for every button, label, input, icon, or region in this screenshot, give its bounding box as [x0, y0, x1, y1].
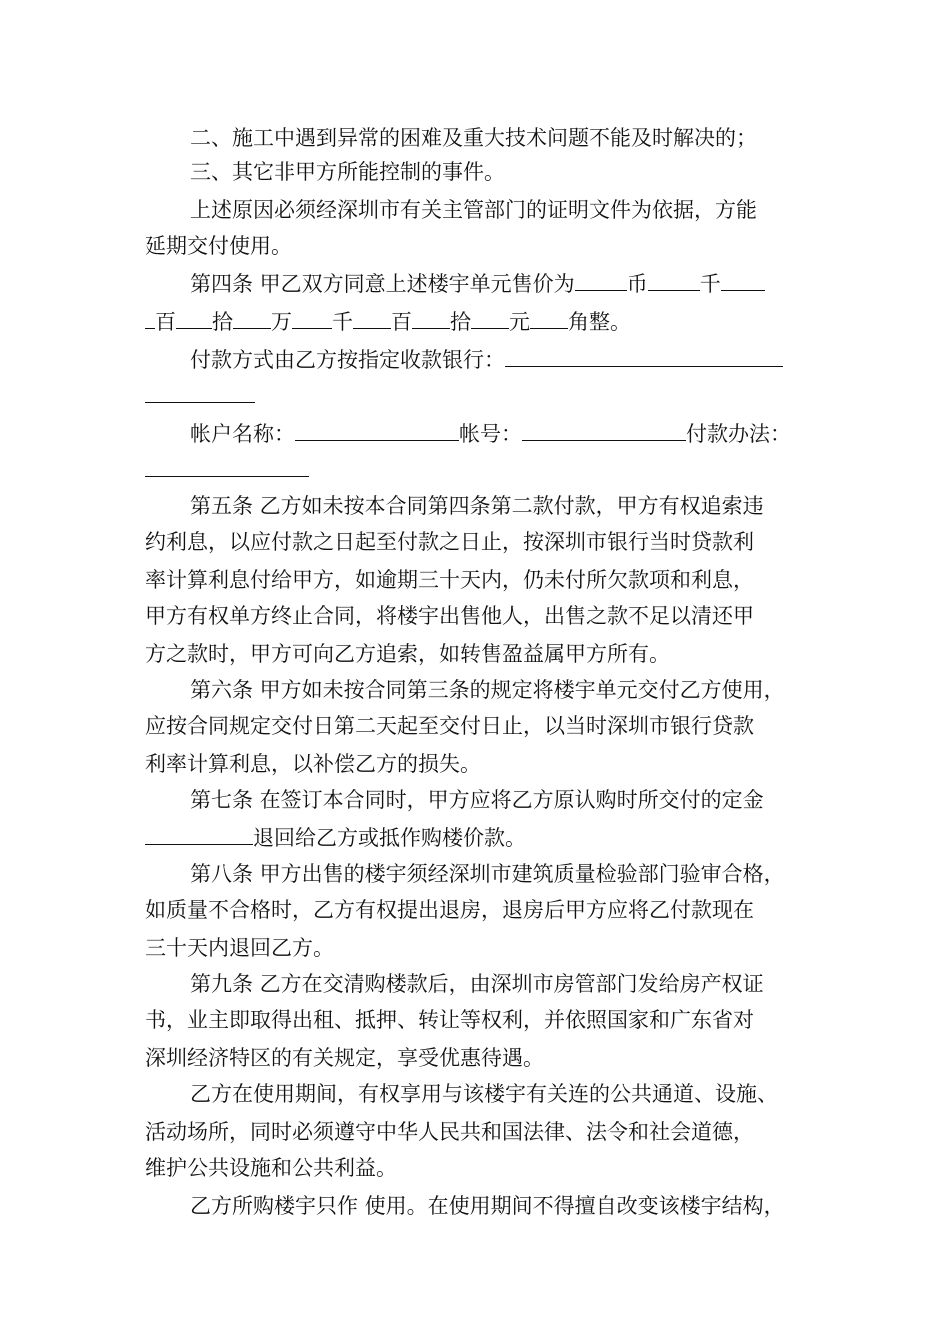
paragraph-line: 深圳经济特区的有关规定，享受优惠待遇。 — [145, 1046, 544, 1070]
paragraph-line: 维护公共设施和公共利益。 — [145, 1156, 397, 1180]
blank-field — [233, 306, 271, 329]
paragraph-line: 三、其它非甲方所能控制的事件。 — [190, 160, 505, 184]
price-clause-line — [190, 268, 765, 298]
paragraph-line: 率计算利息付给甲方，如逾期三十天内，仍未付所欠款项和利息， — [145, 568, 754, 592]
unit-label: 元 — [509, 310, 530, 334]
paragraph-line: 延期交付使用。 — [145, 234, 292, 258]
paragraph-line: 如质量不合格时，乙方有权提出退房，退房后甲方应将乙付款现在 — [145, 898, 754, 922]
blank-field — [292, 306, 332, 329]
paragraph-line: 第七条 在签订本合同时，甲方应将乙方原认购时所交付的定金 — [190, 788, 764, 812]
paragraph-line: 第六条 甲方如未按合同第三条的规定将楼宇单元交付乙方使用， — [190, 678, 785, 702]
bank-blank-line — [145, 380, 255, 410]
account-line — [190, 418, 791, 448]
blank-field — [530, 306, 568, 329]
clause-text: 付款方式由乙方按指定收款银行： — [190, 348, 505, 372]
price-units-line — [145, 306, 631, 336]
paragraph-line: 甲方有权单方终止合同，将楼宇出售他人，出售之款不足以清还甲 — [145, 604, 754, 628]
unit-label: 拾 — [212, 310, 233, 334]
blank-field — [505, 344, 783, 367]
paragraph-line: 书，业主即取得出租、抵押、转让等权利，并依照国家和广东省对 — [145, 1008, 754, 1032]
field-label: 付款办法： — [686, 422, 791, 446]
bank-clause-line — [190, 344, 783, 374]
clause-text: 第四条 甲乙双方同意上述楼宇单元售价为 — [190, 272, 575, 296]
paragraph-line: 上述原因必须经深圳市有关主管部门的证明文件为依据，方能 — [190, 198, 757, 222]
blank-field — [176, 306, 212, 329]
paragraph-line: 三十天内退回乙方。 — [145, 936, 334, 960]
field-label: 帐号： — [459, 422, 522, 446]
blank-field — [145, 454, 309, 477]
paragraph-line: 活动场所，同时必须遵守中华人民共和国法律、法令和社会道德， — [145, 1120, 754, 1144]
paragraph-line: 第五条 乙方如未按本合同第四条第二款付款，甲方有权追索违 — [190, 494, 764, 518]
blank-field — [522, 418, 686, 441]
deposit-line — [145, 822, 526, 852]
unit-label: 百 — [391, 310, 412, 334]
blank-field — [145, 822, 253, 845]
blank-field — [353, 306, 391, 329]
unit-label: 角整。 — [568, 310, 631, 334]
paragraph-line: 方之款时，甲方可向乙方追索，如转售盈益属甲方所有。 — [145, 642, 670, 666]
paragraph-line: 乙方在使用期间，有权享用与该楼宇有关连的公共通道、设施、 — [190, 1082, 778, 1106]
unit-label: 千 — [699, 272, 721, 296]
paragraph-line: 约利息，以应付款之日起至付款之日止，按深圳市银行当时贷款利 — [145, 530, 754, 554]
unit-label: 币 — [626, 272, 648, 296]
unit-label: 拾 — [450, 310, 471, 334]
blank-field — [721, 268, 765, 291]
paragraph-line: 利率计算利息，以补偿乙方的损失。 — [145, 752, 481, 776]
unit-label: 千 — [332, 310, 353, 334]
clause-text: 退回给乙方或抵作购楼价款。 — [253, 826, 526, 850]
blank-field — [412, 306, 450, 329]
blank-field — [295, 418, 459, 441]
paragraph-line: 乙方所购楼宇只作 使用。在使用期间不得擅自改变该楼宇结构， — [190, 1194, 785, 1218]
paragraph-line: 二、施工中遇到异常的困难及重大技术问题不能及时解决的； — [190, 126, 757, 150]
unit-label: 百 — [155, 310, 176, 334]
blank-field — [145, 380, 255, 403]
paragraph-line: 应按合同规定交付日第二天起至交付日止，以当时深圳市银行贷款 — [145, 714, 754, 738]
payment-blank-line — [145, 454, 309, 484]
blank-field — [471, 306, 509, 329]
blank-field — [648, 268, 700, 291]
paragraph-line: 第九条 乙方在交清购楼款后，由深圳市房管部门发给房产权证 — [190, 972, 764, 996]
unit-label: 万 — [271, 310, 292, 334]
field-label: 帐户名称： — [190, 422, 295, 446]
blank-field — [145, 306, 155, 329]
paragraph-line: 第八条 甲方出售的楼宇须经深圳市建筑质量检验部门验审合格， — [190, 862, 785, 886]
blank-field — [575, 268, 627, 291]
